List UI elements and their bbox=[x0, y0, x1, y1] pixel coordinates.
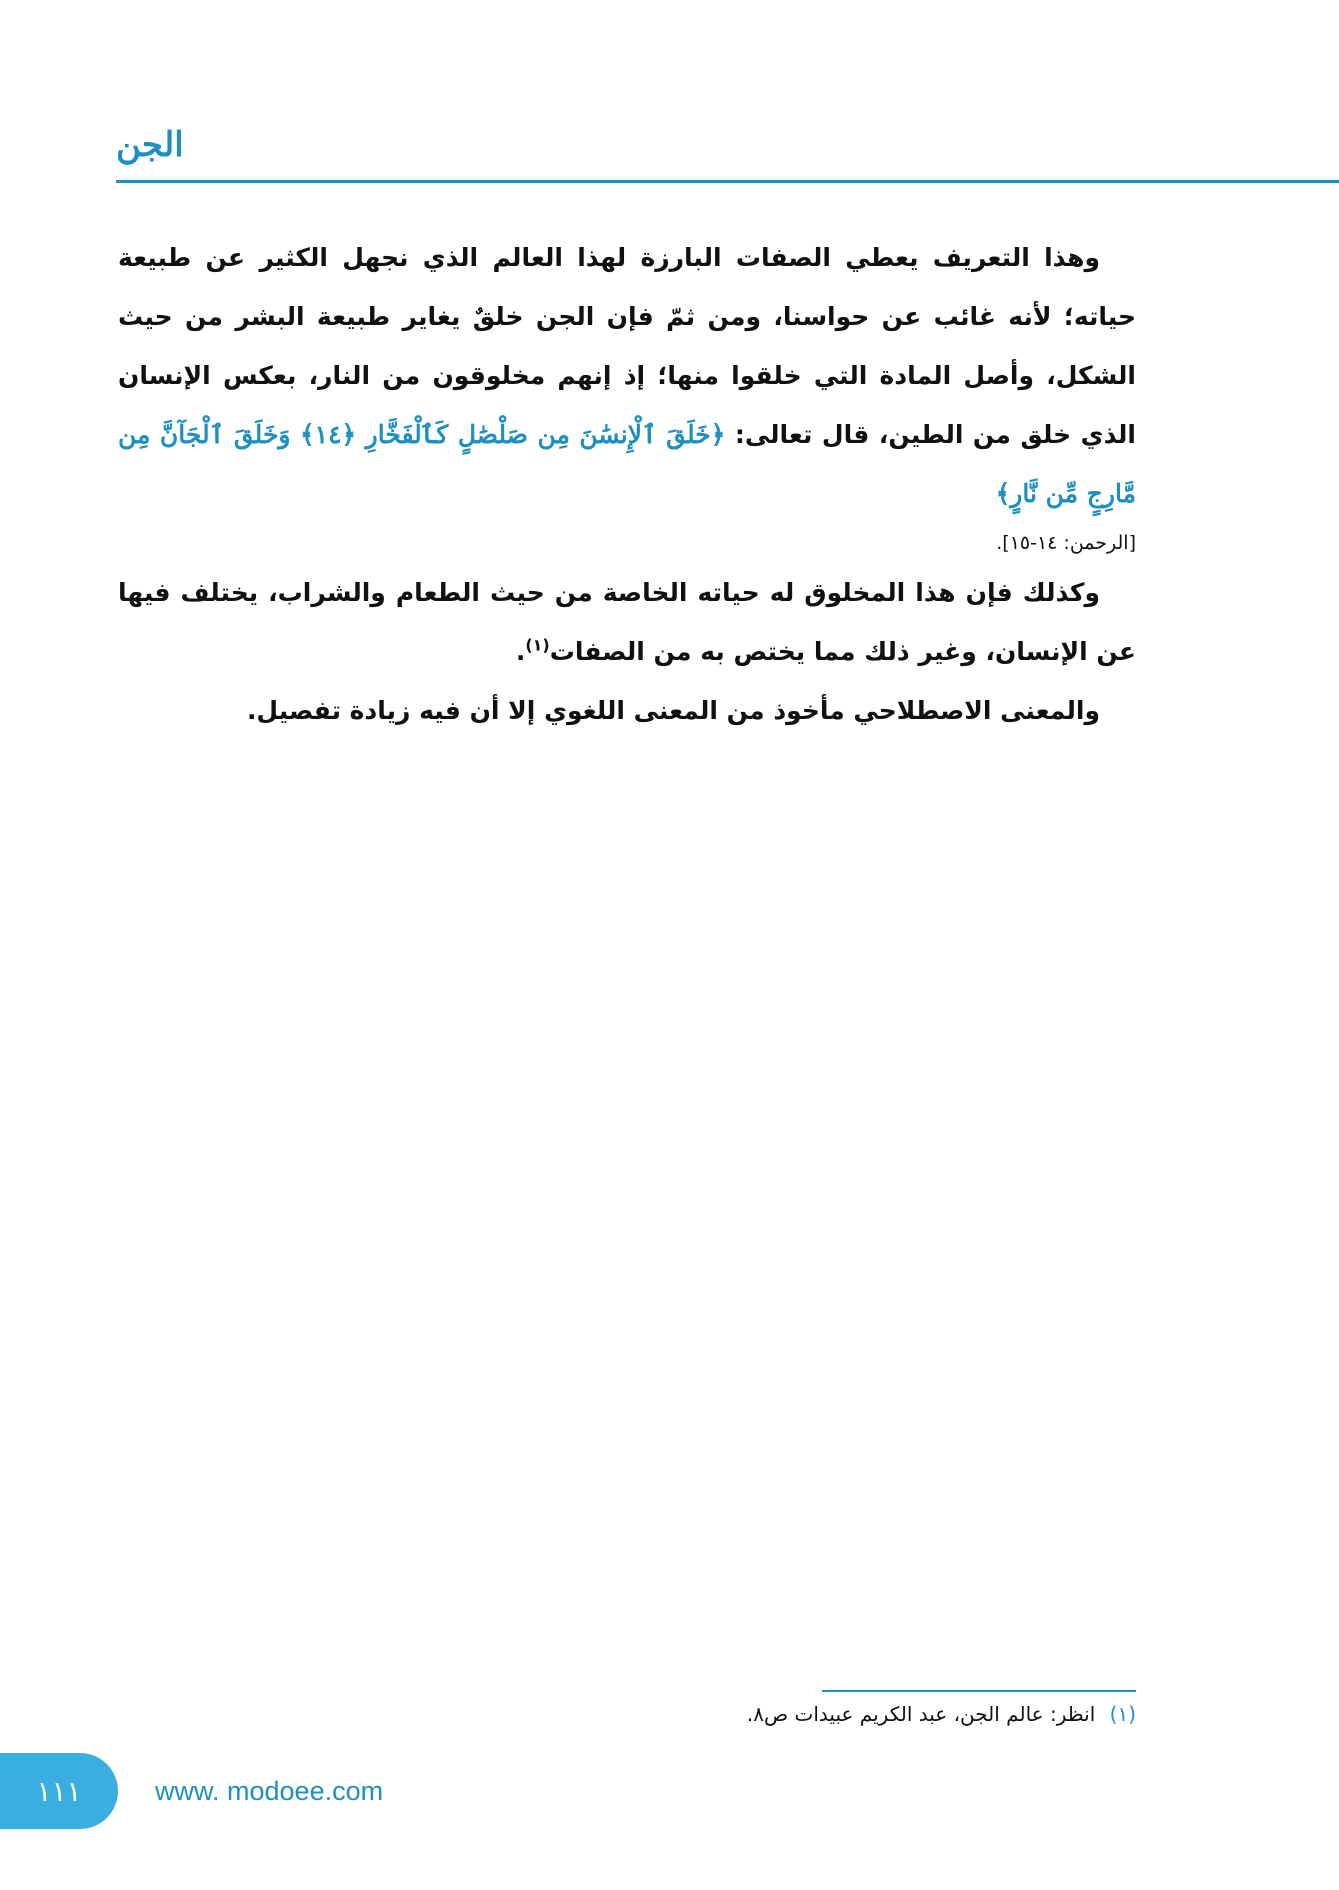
paragraph-1 bbox=[118, 228, 1136, 563]
quran-verse: ﴿خَلَقَ ٱلْإِنسَٰنَ مِن صَلْصَٰلٍ كَٱلْفَخَّارِ ﴿١٤﴾ وَخَلَقَ ٱلْجَآنَّ مِن مَّارِجٍ مِّن نَّارٍ﴾ bbox=[118, 420, 1136, 508]
paragraph-1-text: وهذا التعريف يعطي الصفات البارزة لهذا العالم الذي نجهل الكثير عن طبيعة حياته؛ لأنه غائب عن حواسنا، ومن ثمّ فإن الجن خلقٌ يغاير طبيعة البشر من حيث الشكل، وأصل المادة التي خلقوا منها؛ إذ إنهم مخلوقون من النار، بعكس الإنسان الذي خلق من الطين، قال تعالى: bbox=[118, 243, 1136, 449]
footnote-number: (١) bbox=[1109, 1702, 1136, 1726]
page-header-title: الجن bbox=[116, 125, 184, 165]
footnote-marker[interactable]: (١) bbox=[525, 635, 550, 655]
page-number-badge bbox=[0, 1753, 118, 1829]
website-link[interactable]: www. modoee.com bbox=[155, 1776, 384, 1806]
verse-reference: [الرحمن: ١٤-١٥]. bbox=[996, 532, 1136, 554]
footnote bbox=[500, 1702, 1136, 1726]
paragraph-2 bbox=[118, 563, 1136, 681]
footnote-divider bbox=[822, 1690, 1136, 1692]
footnote-text: انظر: عالم الجن، عبد الكريم عبيدات ص٨. bbox=[746, 1702, 1096, 1726]
main-content bbox=[118, 228, 1136, 740]
paragraph-3-text: والمعنى الاصطلاحي مأخوذ من المعنى اللغوي إلا أن فيه زيادة تفصيل. bbox=[246, 696, 1100, 725]
paragraph-2-end: . bbox=[515, 637, 526, 666]
paragraph-3 bbox=[118, 681, 1136, 740]
header-divider bbox=[116, 180, 1339, 183]
page-number: ١١١ bbox=[36, 1774, 82, 1808]
paragraph-2-text: وكذلك فإن هذا المخلوق له حياته الخاصة من حيث الطعام والشراب، يختلف فيها عن الإنسان، وغير ذلك مما يختص به من الصفات bbox=[118, 578, 1136, 666]
